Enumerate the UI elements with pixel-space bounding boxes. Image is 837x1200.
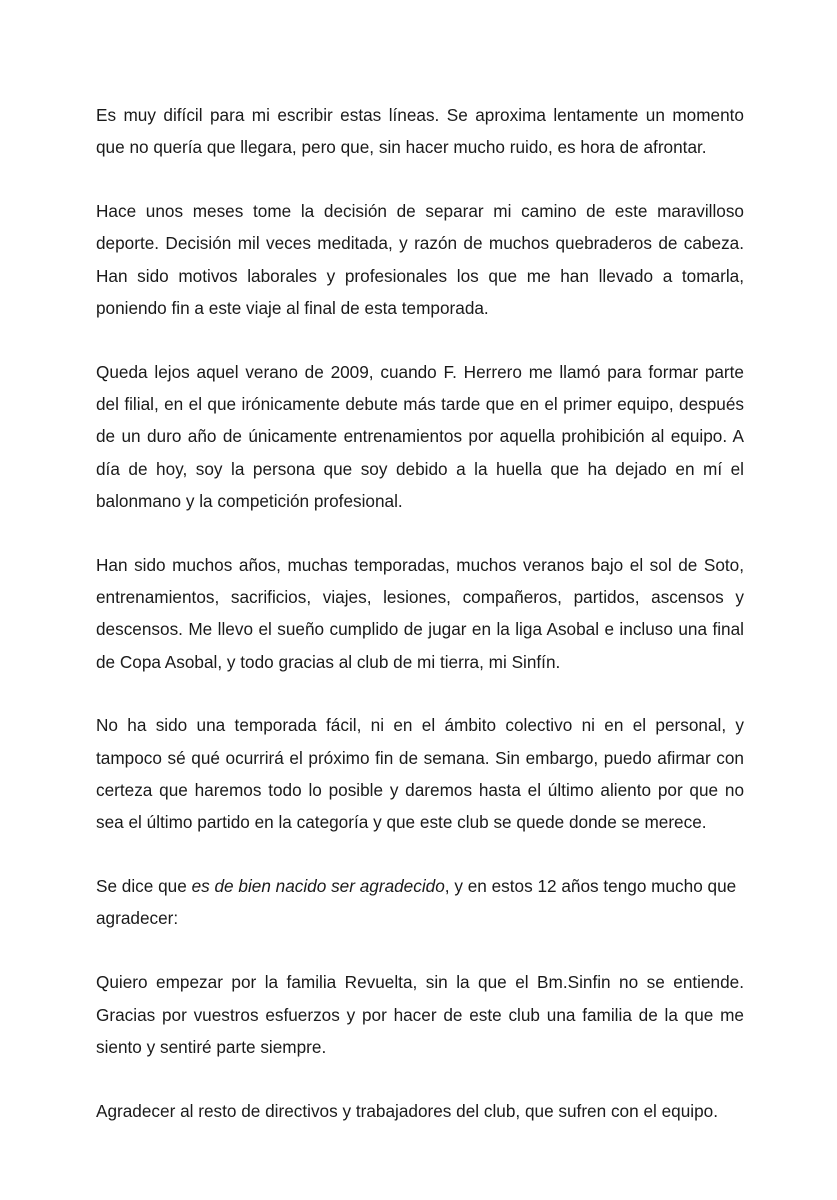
gratitude-text-end: , y en estos 12 años tengo mucho que agradecer:: [96, 876, 737, 929]
paragraph-gratitude: [96, 870, 744, 935]
letter-body: [96, 99, 744, 1158]
paragraph-directivos: Agradecer al resto de directivos y trabajadores del club, que sufren con el equipo.: [96, 1100, 718, 1121]
gratitude-text-start: Se dice que: [96, 876, 192, 897]
gratitude-quote: es de bien nacido ser agradecido: [191, 876, 445, 897]
paragraph-intro: Es muy difícil para mi escribir estas líneas. Se aproxima lentamente un momento que no quería que llegara, pero que, sin hacer mucho ruido, es hora de afrontar.: [96, 105, 744, 158]
paragraph-years: Han sido muchos años, muchas temporadas, muchos veranos bajo el sol de Soto, entrenamientos, sacrificios, viajes, lesiones, compañeros, partidos, ascensos y descensos. Me llevo el sueño cumplido de jugar en la liga Asobal e incluso una final de Copa Asobal, y todo gracias al club de mi tierra, mi Sinfín.: [96, 554, 744, 672]
paragraph-2009: Queda lejos aquel verano de 2009, cuando F. Herrero me llamó para formar parte del filial, en el que irónicamente debute más tarde que en el primer equipo, después de un duro año de únicamente entrenamientos por aquella prohibición al equipo. A día de hoy, soy la persona que soy debido a la huella que ha dejado en mí el balonmano y la competición profesional.: [96, 361, 744, 511]
paragraph-season: No ha sido una temporada fácil, ni en el ámbito colectivo ni en el personal, y tampoco sé qué ocurrirá el próximo fin de semana. Sin embargo, puedo afirmar con certeza que haremos todo lo posible y daremos hasta el último aliento por que no sea el último partido en la categoría y que este club se quede donde se merece.: [96, 715, 744, 833]
paragraph-decision: Hace unos meses tome la decisión de separar mi camino de este maravilloso deporte. Decisión mil veces meditada, y razón de muchos quebraderos de cabeza. Han sido motivos laborales y profesionales los que me han llevado a tomarla, poniendo fin a este viaje al final de esta temporada.: [96, 201, 744, 318]
paragraph-revuelta: Quiero empezar por la familia Revuelta, sin la que el Bm.Sinfin no se entiende. Gracias por vuestros esfuerzos y por hacer de este club una familia de la que me siento y sentiré parte siempre.: [96, 972, 744, 1057]
